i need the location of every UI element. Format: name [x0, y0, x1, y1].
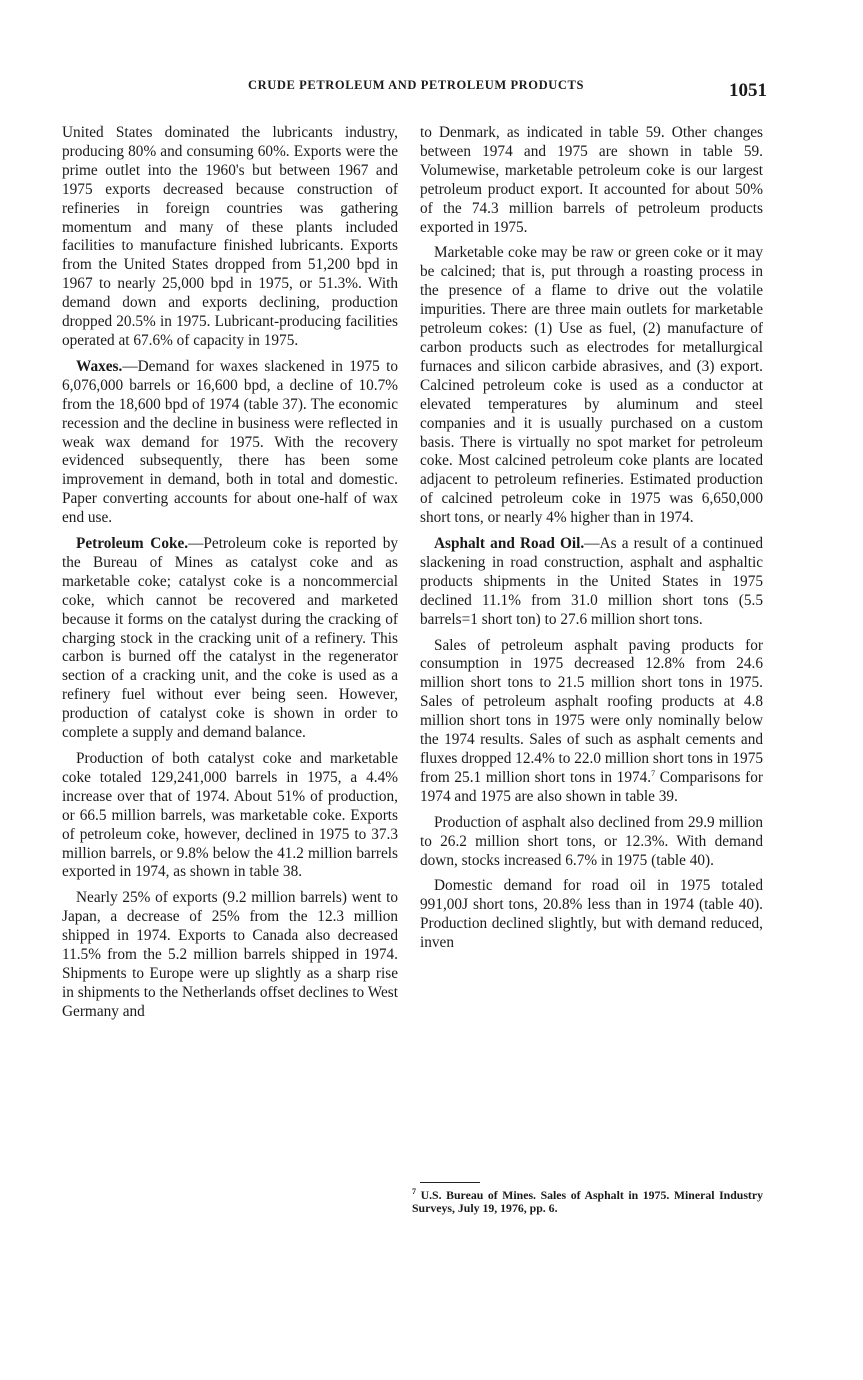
- footnote-reference: 7: [651, 768, 656, 778]
- right-column: [420, 124, 763, 960]
- paragraph-lubricants: United States dominated the lubricants industry, producing 80% and consuming 60%. Exports were the prime outlet into the 1960's but between 1967 and 1975 exports decreased because construction of refineries in foreign countries was gathering momentum and many of these plants included facilities to manufacture finished lubricants. Exports from the United States dropped from 51,200 bpd in 1967 to nearly 25,000 bpd in 1975, or 51.3%. With demand down and exports declining, production dropped 20.5% in 1975. Lubricant-producing facilities operated at 67.6% of capacity in 1975.: [62, 124, 398, 349]
- coke-body: —Petroleum coke is reported by the Bureau of Mines as catalyst coke and as marketable coke; catalyst coke is a noncommercial coke, which cannot be recovered and marketed because it forms on the catalyst during the cracking of charging stock in the cracking unit of a refinery. This carbon is burned off the catalyst in the regenerator section of a cracking unit, and the coke is used as a refinery fuel without ever being seen. However, production of catalyst coke is shown in order to complete a supply and demand balance.: [62, 535, 398, 742]
- paragraph-asphalt-road-oil: [420, 535, 763, 630]
- page-number: 1051: [729, 80, 767, 101]
- paragraph-waxes: [62, 358, 398, 528]
- footnote: [412, 1189, 763, 1214]
- paragraph-road-oil: Domestic demand for road oil in 1975 totaled 991,00J short tons, 20.8% less than in 1974 (table 40). Production declined slightly, but with demand reduced, inven: [420, 877, 763, 952]
- footnote-rule: [420, 1182, 480, 1183]
- running-head: CRUDE PETROLEUM AND PETROLEUM PRODUCTS: [247, 78, 584, 92]
- asphalt-sales-text: Sales of petroleum asphalt paving products for consumption in 1975 decreased 12.8% from 24.6 million short tons to 21.5 million short tons in 1975. Sales of petroleum asphalt roofing products at 4.8 million short tons in 1975 were only nominally below the 1974 results. Sales of such as asphalt cements and fluxes dropped 12.4% to 22.0 million short tons in 1975 from 25.1 million short tons in 1974.: [420, 636, 763, 786]
- section-head-asphalt-road-oil: Asphalt and Road Oil.: [434, 535, 585, 553]
- section-head-waxes: Waxes.: [76, 357, 123, 375]
- section-head-petroleum-coke: Petroleum Coke.: [76, 535, 189, 553]
- footnote-text: U.S. Bureau of Mines. Sales of Asphalt in 1975. Mineral Industry Surveys, July 19, 1976, pp. 6.: [412, 1188, 763, 1215]
- paragraph-petroleum-coke: [62, 535, 398, 743]
- paragraph-coke-exports: Nearly 25% of exports (9.2 million barrels) went to Japan, a decrease of 25% from the 12.3 million shipped in 1974. Exports to Canada also decreased 11.5% from the 5.2 million barrels shipped in 1974. Shipments to Europe were up slightly as a sharp rise in shipments to the Netherlands offset declines to West Germany and: [62, 889, 398, 1020]
- asphalt-sales-tail: Comparisons for 1974 and 1975 are also shown in table 39.: [420, 768, 763, 805]
- paragraph-marketable-coke: Marketable coke may be raw or green coke or it may be calcined; that is, put through a roasting process in the presence of a flame to drive out the volatile impurities. There are three main outlets for marketable petroleum cokes: (1) Use as fuel, (2) manufacture of carbon products such as electrodes for metallurgical furnaces and silicon carbide abrasives, and (3) export. Calcined petroleum coke is used as a conductor at elevated temperatures by aluminum and steel companies and it is usually purchased on a custom basis. There is virtually no spot market for petroleum coke. Most calcined petroleum coke plants are located adjacent to petroleum refineries. Estimated production of calcined petroleum coke in 1975 was 6,650,000 short tons, or nearly 4% higher than in 1974.: [420, 244, 763, 527]
- paragraph-asphalt-sales: [420, 637, 763, 807]
- waxes-body: —Demand for waxes slackened in 1975 to 6,076,000 barrels or 16,600 bpd, a decline of 10.7% from the 18,600 bpd of 1974 (table 37). The economic recession and the decline in business were reflected in weak wax demand for 1975. With the recovery evidenced subsequently, there has been some improvement in demand, both in total and domestic. Paper converting accounts for about one-half of wax end use.: [62, 357, 398, 527]
- footnote-mark: 7: [412, 1187, 416, 1197]
- paragraph-coke-production: Production of both catalyst coke and marketable coke totaled 129,241,000 barrels in 1975, a 4.4% increase over that of 1974. About 51% of production, or 66.5 million barrels, was marketable coke. Exports of petroleum coke, however, declined in 1975 to 37.3 million barrels, or 9.8% below the 41.2 million barrels exported in 1974, as shown in table 38.: [62, 750, 398, 881]
- paragraph-asphalt-production: Production of asphalt also declined from 29.9 million to 26.2 million short tons, or 12.3%. With demand down, stocks increased 6.7% in 1975 (table 40).: [420, 813, 763, 869]
- paragraph-coke-exports-cont: to Denmark, as indicated in table 59. Other changes between 1974 and 1975 are shown in table 59. Volumewise, marketable petroleum coke is our largest petroleum product export. It accounted for about 50% of the 74.3 million barrels of petroleum products exported in 1975.: [420, 124, 763, 236]
- asphalt-body: —As a result of a continued slackening in road construction, asphalt and asphaltic products shipments in the United States in 1975 declined 11.1% from 31.0 million short tons (5.5 barrels=1 short ton) to 27.6 million short tons.: [420, 535, 764, 628]
- left-column: [62, 124, 398, 1029]
